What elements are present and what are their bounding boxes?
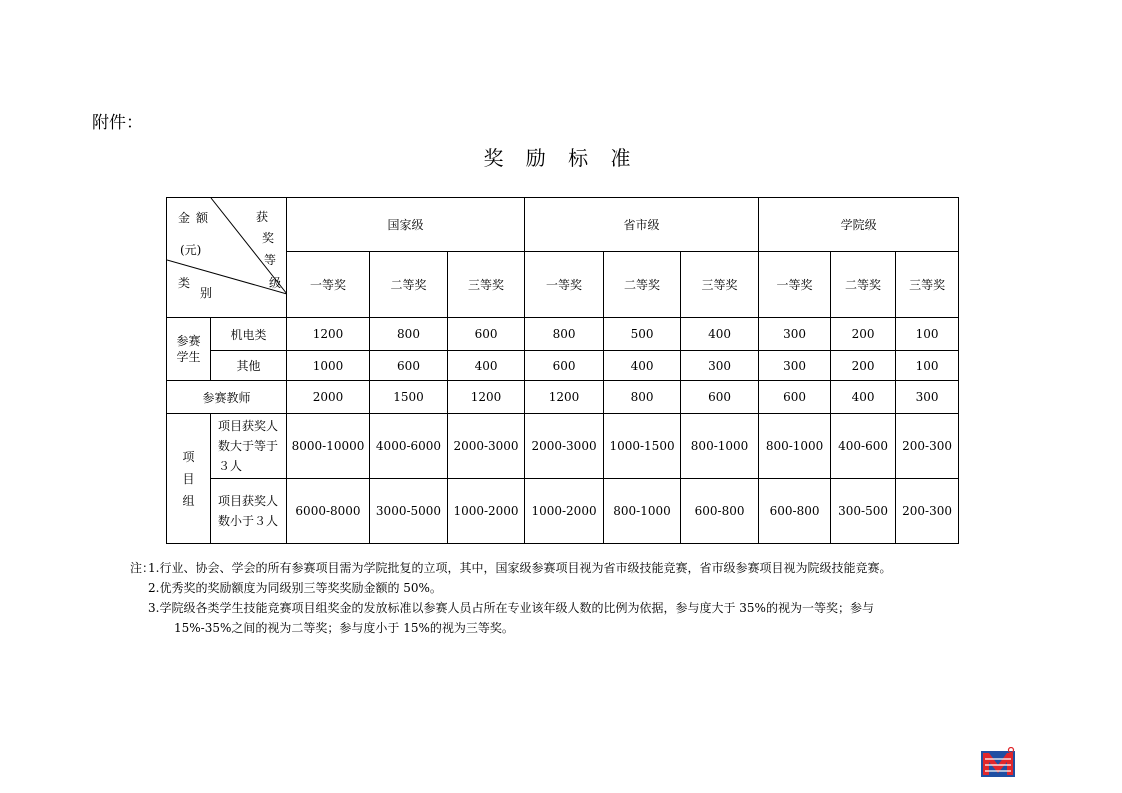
cell: 1000 [287, 351, 370, 381]
cell: 300 [759, 318, 831, 351]
row-label-project-small: 项目获奖人数小于３人 [211, 479, 287, 544]
cell: 1200 [287, 318, 370, 351]
cell: 200 [831, 318, 896, 351]
cell: 1000-2000 [525, 479, 604, 544]
cell: 800-1000 [604, 479, 681, 544]
cell: 400-600 [831, 414, 896, 479]
corner-level-char-1: 获 [256, 210, 269, 224]
cell: 400 [604, 351, 681, 381]
reward-standard-table [166, 197, 959, 544]
grade-header: 一等奖 [287, 252, 370, 318]
corner-amount-a: 金 [178, 211, 191, 225]
corner-category-b: 别 [200, 286, 213, 300]
corner-level-char-3: 等 [264, 253, 277, 267]
attachment-label: 附件： [92, 113, 143, 133]
cell: 1500 [370, 381, 448, 414]
cell: 300-500 [831, 479, 896, 544]
table-row-project-big [167, 414, 959, 479]
cell: 800 [525, 318, 604, 351]
cell: 8000-10000 [287, 414, 370, 479]
grade-header: 二等奖 [604, 252, 681, 318]
cell: 3000-5000 [370, 479, 448, 544]
cell: 1000-2000 [448, 479, 525, 544]
cell: 400 [681, 318, 759, 351]
cell: 6000-8000 [287, 479, 370, 544]
cell: 600 [759, 381, 831, 414]
note-3-continued: 15%-35%之间的视为二等奖；参与度小于 15%的视为三等奖。 [174, 621, 514, 635]
row-label-mech: 机电类 [211, 318, 287, 351]
grade-header: 三等奖 [448, 252, 525, 318]
notes-label: 注： [130, 561, 155, 575]
cell: 800-1000 [681, 414, 759, 479]
cell: 600 [370, 351, 448, 381]
cell: 100 [896, 351, 959, 381]
corner-level-char-4: 级 [269, 276, 282, 290]
page-title: 奖 励 标 准 [483, 146, 639, 170]
corner-amount-b: 额 [196, 211, 209, 225]
grade-header: 二等奖 [831, 252, 896, 318]
cell: 200-300 [896, 414, 959, 479]
cell: 2000 [287, 381, 370, 414]
grade-header: 一等奖 [525, 252, 604, 318]
cell: 600-800 [681, 479, 759, 544]
header-national: 国家级 [287, 198, 525, 252]
cell: 300 [759, 351, 831, 381]
student-group-label: 参赛学生 [167, 318, 211, 381]
cell: 100 [896, 318, 959, 351]
header-college: 学院级 [759, 198, 959, 252]
row-label-other: 其他 [211, 351, 287, 381]
grade-header: 三等奖 [681, 252, 759, 318]
cell: 600 [681, 381, 759, 414]
grade-header: 一等奖 [759, 252, 831, 318]
note-1-text: 1.行业、协会、学会的所有参赛项目需为学院批复的立项，其中，国家级参赛项目视为省市级技能竞赛，省市级参赛项目视为院级技能竞赛。 [148, 561, 892, 575]
corner-category-a: 类 [178, 276, 191, 290]
cell: 800 [604, 381, 681, 414]
note-1 [130, 558, 891, 578]
cell: 4000-6000 [370, 414, 448, 479]
cell: 300 [896, 381, 959, 414]
cell: 200 [831, 351, 896, 381]
cell: 2000-3000 [448, 414, 525, 479]
cell: 400 [448, 351, 525, 381]
cell: 500 [604, 318, 681, 351]
table-row-teacher [167, 381, 959, 414]
corner-header-cell [167, 198, 287, 318]
table-row-mech [167, 318, 959, 351]
corner-unit: (元) [180, 243, 202, 257]
note-2: 2.优秀奖的奖励额度为同级别三等奖奖励金额的 50%。 [148, 581, 442, 595]
cell: 300 [681, 351, 759, 381]
project-group-label: 项目组 [167, 414, 211, 544]
notes [130, 558, 891, 638]
row-label-project-big: 项目获奖人数大于等于３人 [211, 414, 287, 479]
header-provincial: 省市级 [525, 198, 759, 252]
grade-header: 三等奖 [896, 252, 959, 318]
cell: 800 [370, 318, 448, 351]
grade-header: 二等奖 [370, 252, 448, 318]
note-3: 3.学院级各类学生技能竞赛项目组奖金的发放标准以参赛人员占所在专业该年级人数的比例为依据，参与度大于 35%的视为一等奖；参与 [148, 601, 874, 615]
table-row-project-small [167, 479, 959, 544]
college-logo-icon [981, 747, 1015, 777]
row-label-teacher: 参赛教师 [167, 381, 287, 414]
cell: 600 [525, 351, 604, 381]
cell: 600 [448, 318, 525, 351]
cell: 200-300 [896, 479, 959, 544]
corner-level-char-2: 奖 [262, 231, 275, 245]
cell: 800-1000 [759, 414, 831, 479]
cell: 2000-3000 [525, 414, 604, 479]
cell: 600-800 [759, 479, 831, 544]
table-row-other [167, 351, 959, 381]
cell: 1000-1500 [604, 414, 681, 479]
cell: 1200 [525, 381, 604, 414]
cell: 400 [831, 381, 896, 414]
cell: 1200 [448, 381, 525, 414]
